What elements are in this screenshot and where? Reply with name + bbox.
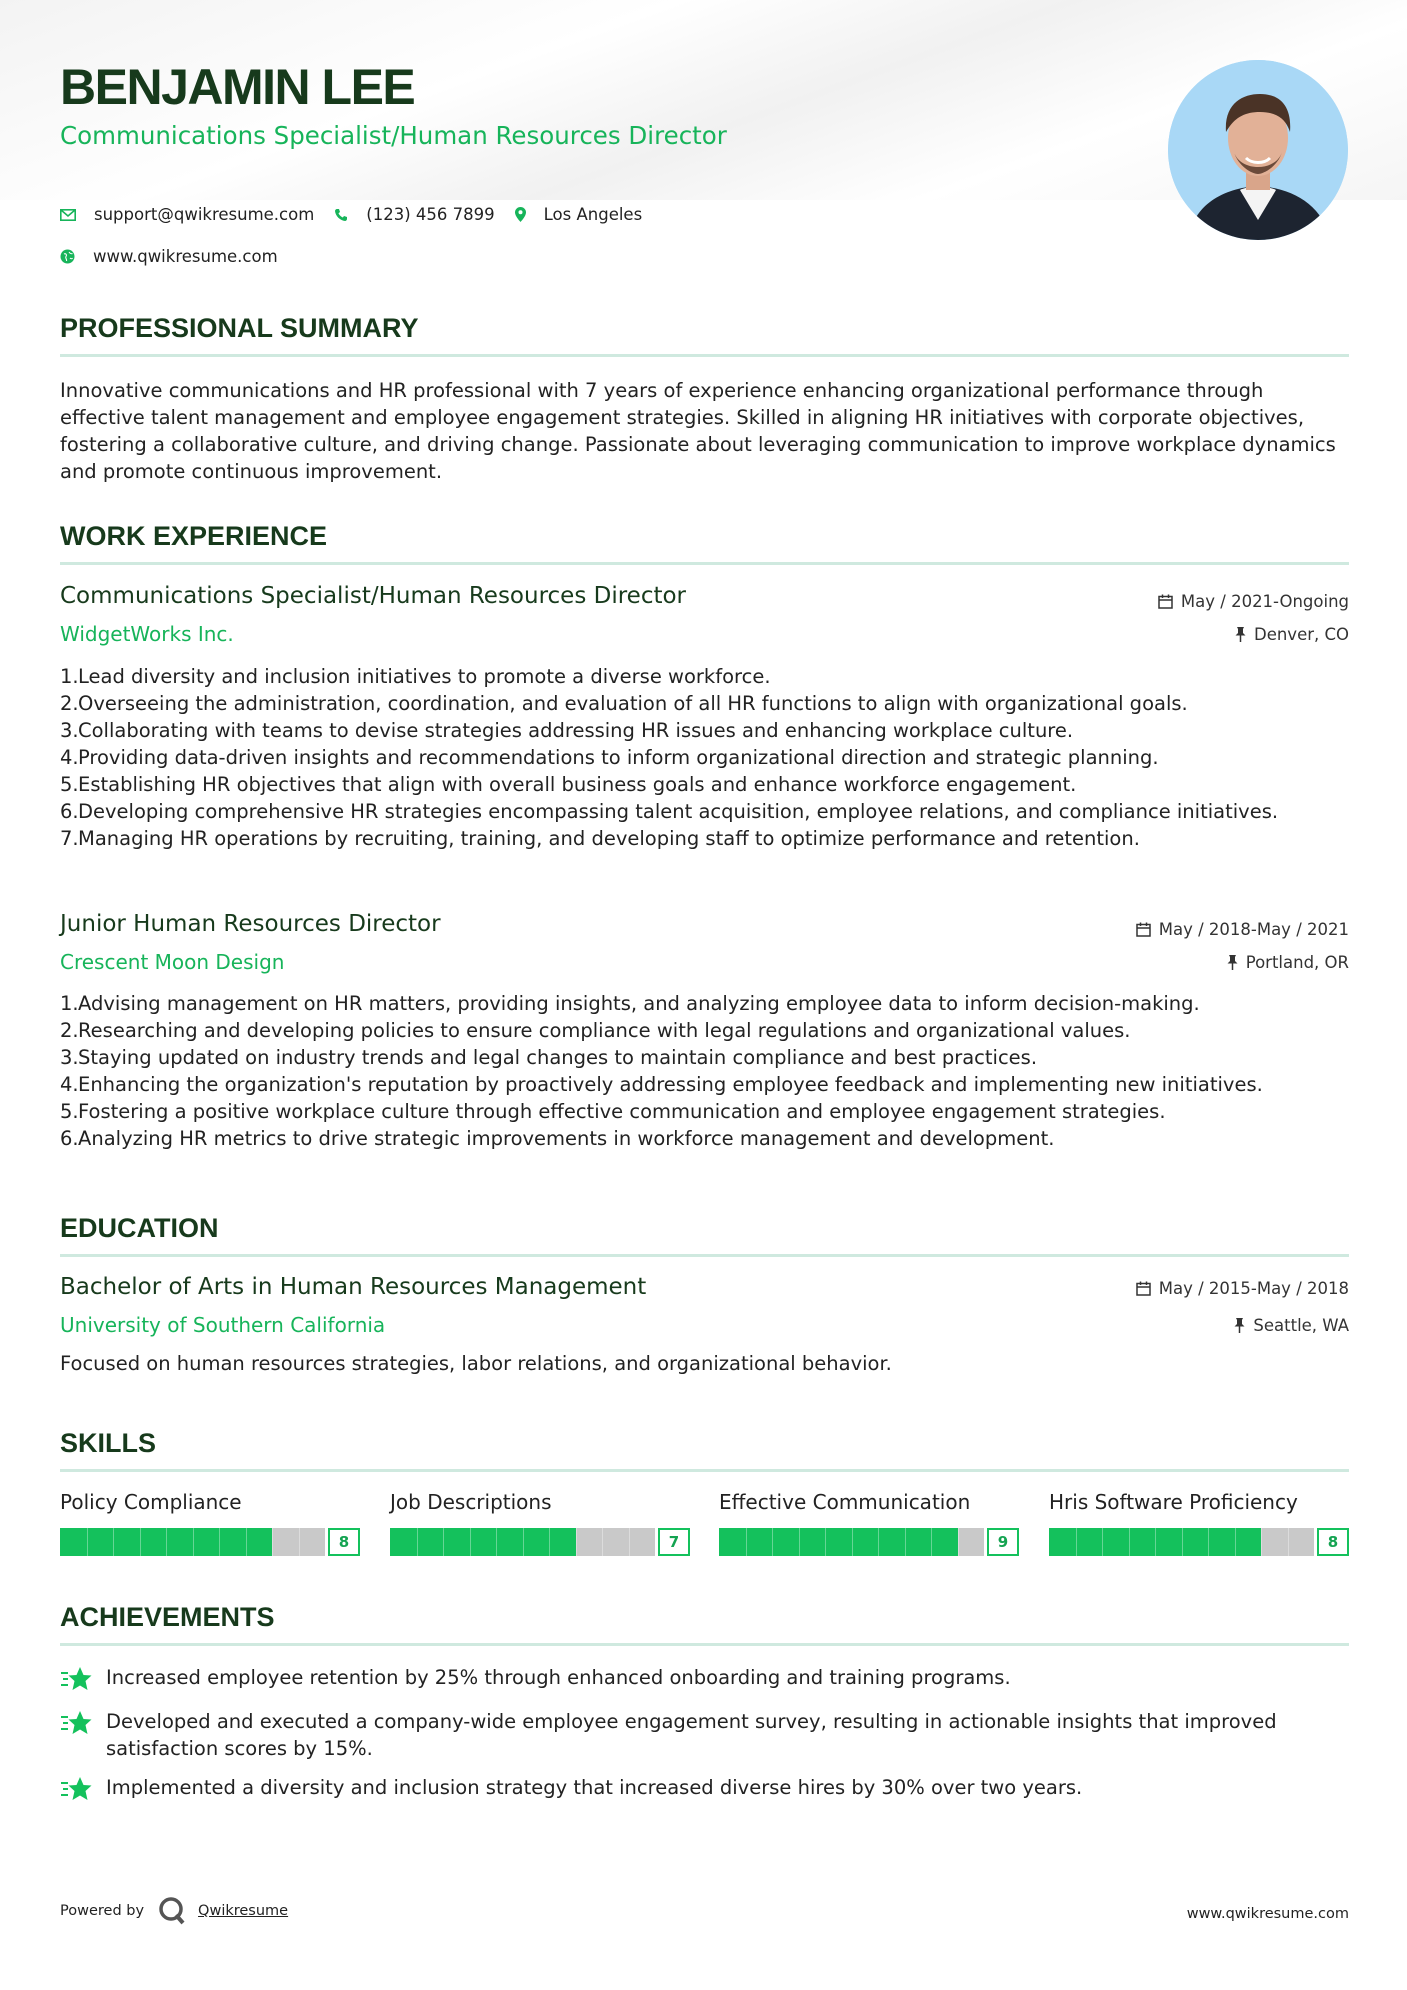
degree-title: Bachelor of Arts in Human Resources Management bbox=[60, 1274, 647, 1300]
achievement-text: Implemented a diversity and inclusion strategy that increased diverse hires by 30% over two years. bbox=[106, 1776, 1083, 1799]
skill-segment-divider bbox=[799, 1528, 800, 1556]
list-item-text: Fostering a positive workplace culture through effective communication and employee engagement strategies. bbox=[78, 1100, 1166, 1123]
skill-bar bbox=[60, 1528, 360, 1556]
list-item bbox=[60, 1017, 1349, 1044]
summary-text: Innovative communications and HR professional with 7 years of experience enhancing organizational performance through effective talent management and employee engagement strategies. Skilled in aligning HR initiatives with corporate objectives, fostering a collaborative culture, and driving change. Passionate about leveraging communication to improve workplace dynamics and promote continuous improvement. bbox=[60, 379, 1336, 483]
list-item-text: Advising management on HR matters, providing insights, and analyzing employee data to inform decision-making. bbox=[78, 992, 1200, 1015]
list-item bbox=[60, 717, 1349, 744]
skill-segment-divider bbox=[825, 1528, 826, 1556]
pushpin-icon bbox=[1234, 1318, 1245, 1333]
star-icon bbox=[60, 1666, 92, 1692]
skill-segment-divider bbox=[299, 1528, 300, 1556]
skill-segment-divider bbox=[958, 1528, 959, 1556]
achievement-text: Developed and executed a company-wide employee engagement survey, resulting in actionable insights that improved satisfaction scores by 15%. bbox=[106, 1710, 1277, 1760]
skill-segment-divider bbox=[1102, 1528, 1103, 1556]
summary-heading: PROFESSIONAL SUMMARY bbox=[60, 313, 1349, 357]
calendar-icon bbox=[1136, 1281, 1151, 1296]
company-name: WidgetWorks Inc. bbox=[60, 622, 234, 646]
calendar-icon bbox=[1136, 922, 1151, 937]
qwikresume-logo-icon bbox=[158, 1896, 186, 1926]
list-item bbox=[60, 744, 1349, 771]
skill-segment-divider bbox=[87, 1528, 88, 1556]
dates-text: May / 2021-Ongoing bbox=[1180, 592, 1349, 611]
contact-email[interactable] bbox=[60, 205, 314, 224]
star-icon bbox=[60, 1710, 92, 1736]
list-item bbox=[60, 1071, 1349, 1098]
star-icon bbox=[60, 1776, 92, 1802]
skill-name: Job Descriptions bbox=[390, 1490, 552, 1514]
dates-text: May / 2018-May / 2021 bbox=[1158, 920, 1349, 939]
skill-item bbox=[719, 1490, 1019, 1556]
skill-segment-divider bbox=[1261, 1528, 1262, 1556]
skill-score: 9 bbox=[987, 1528, 1019, 1556]
skill-segment-divider bbox=[576, 1528, 577, 1556]
list-item-text: Establishing HR objectives that align with overall business goals and enhance workforce engagement. bbox=[78, 773, 1077, 796]
job-title: Junior Human Resources Director bbox=[60, 911, 441, 937]
list-number: 1. bbox=[60, 992, 79, 1015]
phone-icon bbox=[334, 208, 348, 222]
pushpin-icon bbox=[1235, 627, 1246, 642]
list-item-text: Staying updated on industry trends and legal changes to maintain compliance and best practices. bbox=[78, 1046, 1038, 1069]
skill-item bbox=[60, 1490, 360, 1556]
envelope-icon bbox=[60, 209, 76, 221]
skill-segment-divider bbox=[931, 1528, 932, 1556]
achievement-item bbox=[60, 1708, 1349, 1762]
powered-by-label: Powered by bbox=[60, 1903, 145, 1919]
list-item bbox=[60, 990, 1349, 1017]
list-number: 1. bbox=[60, 665, 79, 688]
skill-bar bbox=[719, 1528, 1019, 1556]
skill-segment-divider bbox=[417, 1528, 418, 1556]
skill-segment-divider bbox=[852, 1528, 853, 1556]
education-description: Focused on human resources strategies, labor relations, and organizational behavior. bbox=[60, 1352, 892, 1375]
skill-bar bbox=[1049, 1528, 1349, 1556]
skill-segment-divider bbox=[746, 1528, 747, 1556]
skill-item bbox=[1049, 1490, 1349, 1556]
skill-segment-divider bbox=[496, 1528, 497, 1556]
skill-name: Policy Compliance bbox=[60, 1490, 242, 1514]
location-text: Los Angeles bbox=[543, 205, 643, 224]
company-name: Crescent Moon Design bbox=[60, 950, 285, 974]
list-item bbox=[60, 690, 1349, 717]
skill-segment-divider bbox=[523, 1528, 524, 1556]
list-number: 4. bbox=[60, 1073, 79, 1096]
skill-segment-divider bbox=[140, 1528, 141, 1556]
list-item bbox=[60, 825, 1349, 852]
skill-segment-divider bbox=[193, 1528, 194, 1556]
skill-segment-divider bbox=[443, 1528, 444, 1556]
location-text: Denver, CO bbox=[1253, 625, 1349, 644]
responsibility-list bbox=[60, 663, 1349, 852]
list-item-text: Lead diversity and inclusion initiatives to promote a diverse workforce. bbox=[78, 665, 771, 688]
job-location bbox=[1235, 625, 1349, 644]
skill-segment-divider bbox=[1076, 1528, 1077, 1556]
skill-segment-divider bbox=[246, 1528, 247, 1556]
skill-fill bbox=[719, 1528, 958, 1556]
skill-segment-divider bbox=[219, 1528, 220, 1556]
list-number: 6. bbox=[60, 800, 79, 823]
footer-powered-by bbox=[60, 1896, 288, 1926]
experience-heading: WORK EXPERIENCE bbox=[60, 521, 1349, 565]
list-item-text: Overseeing the administration, coordination, and evaluation of all HR functions to align with organizational goals. bbox=[78, 692, 1188, 715]
contact-location bbox=[515, 205, 643, 224]
achievement-item bbox=[60, 1664, 1349, 1692]
list-item-text: Enhancing the organization's reputation by proactively addressing employee feedback and implementing new initiatives. bbox=[78, 1073, 1263, 1096]
list-item bbox=[60, 1098, 1349, 1125]
list-item-text: Developing comprehensive HR strategies encompassing talent acquisition, employee relations, and compliance initiatives. bbox=[78, 800, 1279, 823]
list-number: 2. bbox=[60, 1019, 79, 1042]
list-number: 2. bbox=[60, 692, 79, 715]
list-item-text: Providing data-driven insights and recommendations to inform organizational direction and strategic planning. bbox=[78, 746, 1159, 769]
job-dates bbox=[1158, 592, 1349, 611]
list-number: 4. bbox=[60, 746, 79, 769]
calendar-icon bbox=[1158, 594, 1173, 609]
list-item bbox=[60, 1125, 1349, 1152]
list-item-text: Managing HR operations by recruiting, training, and developing staff to optimize performance and retention. bbox=[78, 827, 1140, 850]
list-item bbox=[60, 663, 1349, 690]
list-item bbox=[60, 798, 1349, 825]
skill-segment-divider bbox=[272, 1528, 273, 1556]
skill-segment-divider bbox=[1208, 1528, 1209, 1556]
skill-score: 7 bbox=[658, 1528, 690, 1556]
list-item-text: Analyzing HR metrics to drive strategic improvements in workforce management and development. bbox=[78, 1127, 1055, 1150]
skill-segment-divider bbox=[1182, 1528, 1183, 1556]
skill-segment-divider bbox=[602, 1528, 603, 1556]
list-item-text: Researching and developing policies to ensure compliance with legal regulations and organizational values. bbox=[78, 1019, 1131, 1042]
skill-score: 8 bbox=[1317, 1528, 1349, 1556]
list-number: 6. bbox=[60, 1127, 79, 1150]
education-location bbox=[1234, 1316, 1349, 1335]
skill-score: 8 bbox=[328, 1528, 360, 1556]
achievements-heading: ACHIEVEMENTS bbox=[60, 1602, 1349, 1646]
list-number: 5. bbox=[60, 773, 79, 796]
skill-name: Hris Software Proficiency bbox=[1049, 1490, 1298, 1514]
achievement-text: Increased employee retention by 25% through enhanced onboarding and training programs. bbox=[106, 1666, 1011, 1689]
skill-segment-divider bbox=[1235, 1528, 1236, 1556]
job-title: Communications Specialist/Human Resources Director bbox=[60, 583, 687, 609]
dates-text: May / 2015-May / 2018 bbox=[1158, 1279, 1349, 1298]
skill-segment-divider bbox=[878, 1528, 879, 1556]
list-number: 3. bbox=[60, 719, 79, 742]
globe-icon bbox=[60, 249, 75, 264]
job-dates bbox=[1136, 920, 1349, 939]
profile-photo bbox=[1168, 60, 1348, 240]
skills-heading: SKILLS bbox=[60, 1428, 1349, 1472]
education-heading: EDUCATION bbox=[60, 1213, 1349, 1257]
responsibility-list bbox=[60, 990, 1349, 1152]
contact-phone[interactable] bbox=[334, 205, 494, 224]
location-text: Seattle, WA bbox=[1253, 1316, 1349, 1335]
list-item-text: Collaborating with teams to devise strategies addressing HR issues and enhancing workplace culture. bbox=[78, 719, 1074, 742]
pushpin-icon bbox=[1227, 955, 1238, 970]
skill-segment-divider bbox=[166, 1528, 167, 1556]
list-item bbox=[60, 771, 1349, 798]
email-text: support@qwikresume.com bbox=[94, 205, 315, 224]
skill-segment-divider bbox=[1288, 1528, 1289, 1556]
avatar bbox=[1168, 60, 1348, 240]
list-item bbox=[60, 1044, 1349, 1071]
footer-website[interactable]: www.qwikresume.com bbox=[1186, 1906, 1349, 1922]
achievement-item bbox=[60, 1774, 1349, 1802]
map-pin-icon bbox=[515, 207, 526, 222]
education-dates bbox=[1136, 1279, 1349, 1298]
skill-item bbox=[390, 1490, 690, 1556]
website-text: www.qwikresume.com bbox=[93, 247, 278, 266]
skill-name: Effective Communication bbox=[719, 1490, 971, 1514]
list-number: 5. bbox=[60, 1100, 79, 1123]
location-text: Portland, OR bbox=[1245, 953, 1349, 972]
skill-segment-divider bbox=[1155, 1528, 1156, 1556]
qwikresume-link[interactable]: Qwikresume bbox=[198, 1903, 289, 1919]
skill-segment-divider bbox=[549, 1528, 550, 1556]
school-name: University of Southern California bbox=[60, 1313, 386, 1337]
phone-text: (123) 456 7899 bbox=[366, 205, 495, 224]
candidate-name: BENJAMIN LEE bbox=[60, 59, 415, 115]
skill-segment-divider bbox=[470, 1528, 471, 1556]
list-number: 3. bbox=[60, 1046, 79, 1069]
skill-segment-divider bbox=[1129, 1528, 1130, 1556]
skill-bar bbox=[390, 1528, 690, 1556]
contact-website[interactable] bbox=[60, 247, 278, 266]
candidate-title: Communications Specialist/Human Resources Director bbox=[60, 121, 727, 150]
contact-row bbox=[60, 205, 662, 224]
skill-segment-divider bbox=[629, 1528, 630, 1556]
list-number: 7. bbox=[60, 827, 79, 850]
skill-segment-divider bbox=[905, 1528, 906, 1556]
skill-segment-divider bbox=[772, 1528, 773, 1556]
skill-segment-divider bbox=[113, 1528, 114, 1556]
job-location bbox=[1227, 953, 1349, 972]
